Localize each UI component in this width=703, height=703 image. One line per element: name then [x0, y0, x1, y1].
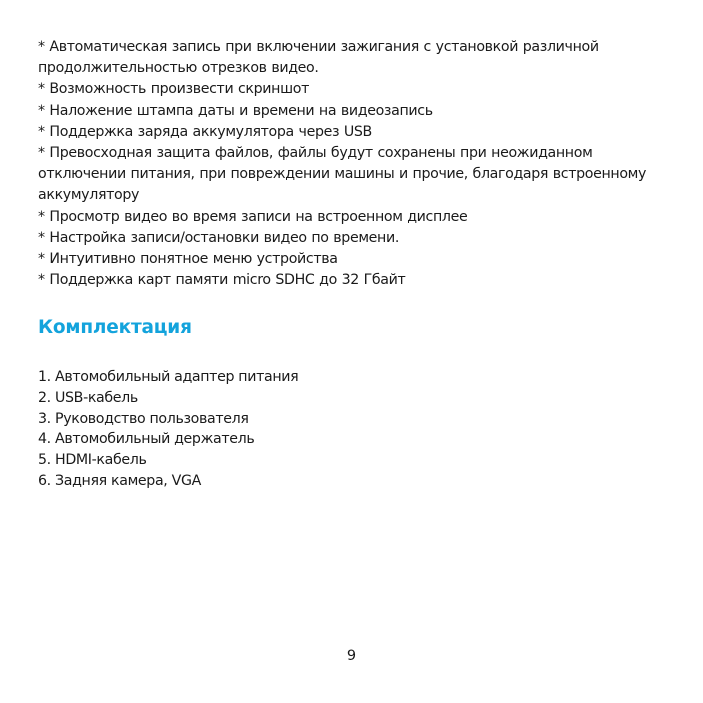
kit-item: 6. Задняя камера, VGA	[38, 472, 201, 489]
feature-item: * Поддержка карт памяти micro SDHC до 32 Гбайт	[38, 272, 406, 289]
kit-item: 2. USB-кабель	[38, 389, 138, 406]
feature-item: * Интуитивно понятное меню устройства	[38, 251, 338, 268]
kit-item: 1. Автомобильный адаптер питания	[38, 369, 299, 385]
kit-item: 4. Автомобильный держатель	[38, 431, 255, 448]
kit-item: 3. Руководство пользователя	[38, 410, 249, 427]
feature-item: * Автоматическая запись при включении зажигания с установкой различной продолжительностью отрезков видео.	[38, 39, 599, 77]
kit-section-title: Комплектация	[38, 317, 192, 338]
feature-item: * Превосходная защита файлов, файлы будут сохранены при неожиданном отключении питания, при повреждении машины и прочие, благодаря встроенному аккумулятору	[38, 145, 647, 204]
features-list	[38, 37, 678, 291]
feature-item: * Просмотр видео во время записи на встроенном дисплее	[38, 208, 468, 225]
feature-item: * Поддержка заряда аккумулятора через USB	[38, 123, 372, 140]
page-number: 9	[346, 648, 357, 664]
kit-list	[38, 367, 298, 492]
feature-item: * Настройка записи/остановки видео по времени.	[38, 229, 400, 246]
feature-item: * Возможность произвести скриншот	[38, 81, 309, 98]
kit-item: 5. HDMI-кабель	[38, 452, 147, 469]
feature-item: * Наложение штампа даты и времени на видеозапись	[38, 102, 433, 119]
